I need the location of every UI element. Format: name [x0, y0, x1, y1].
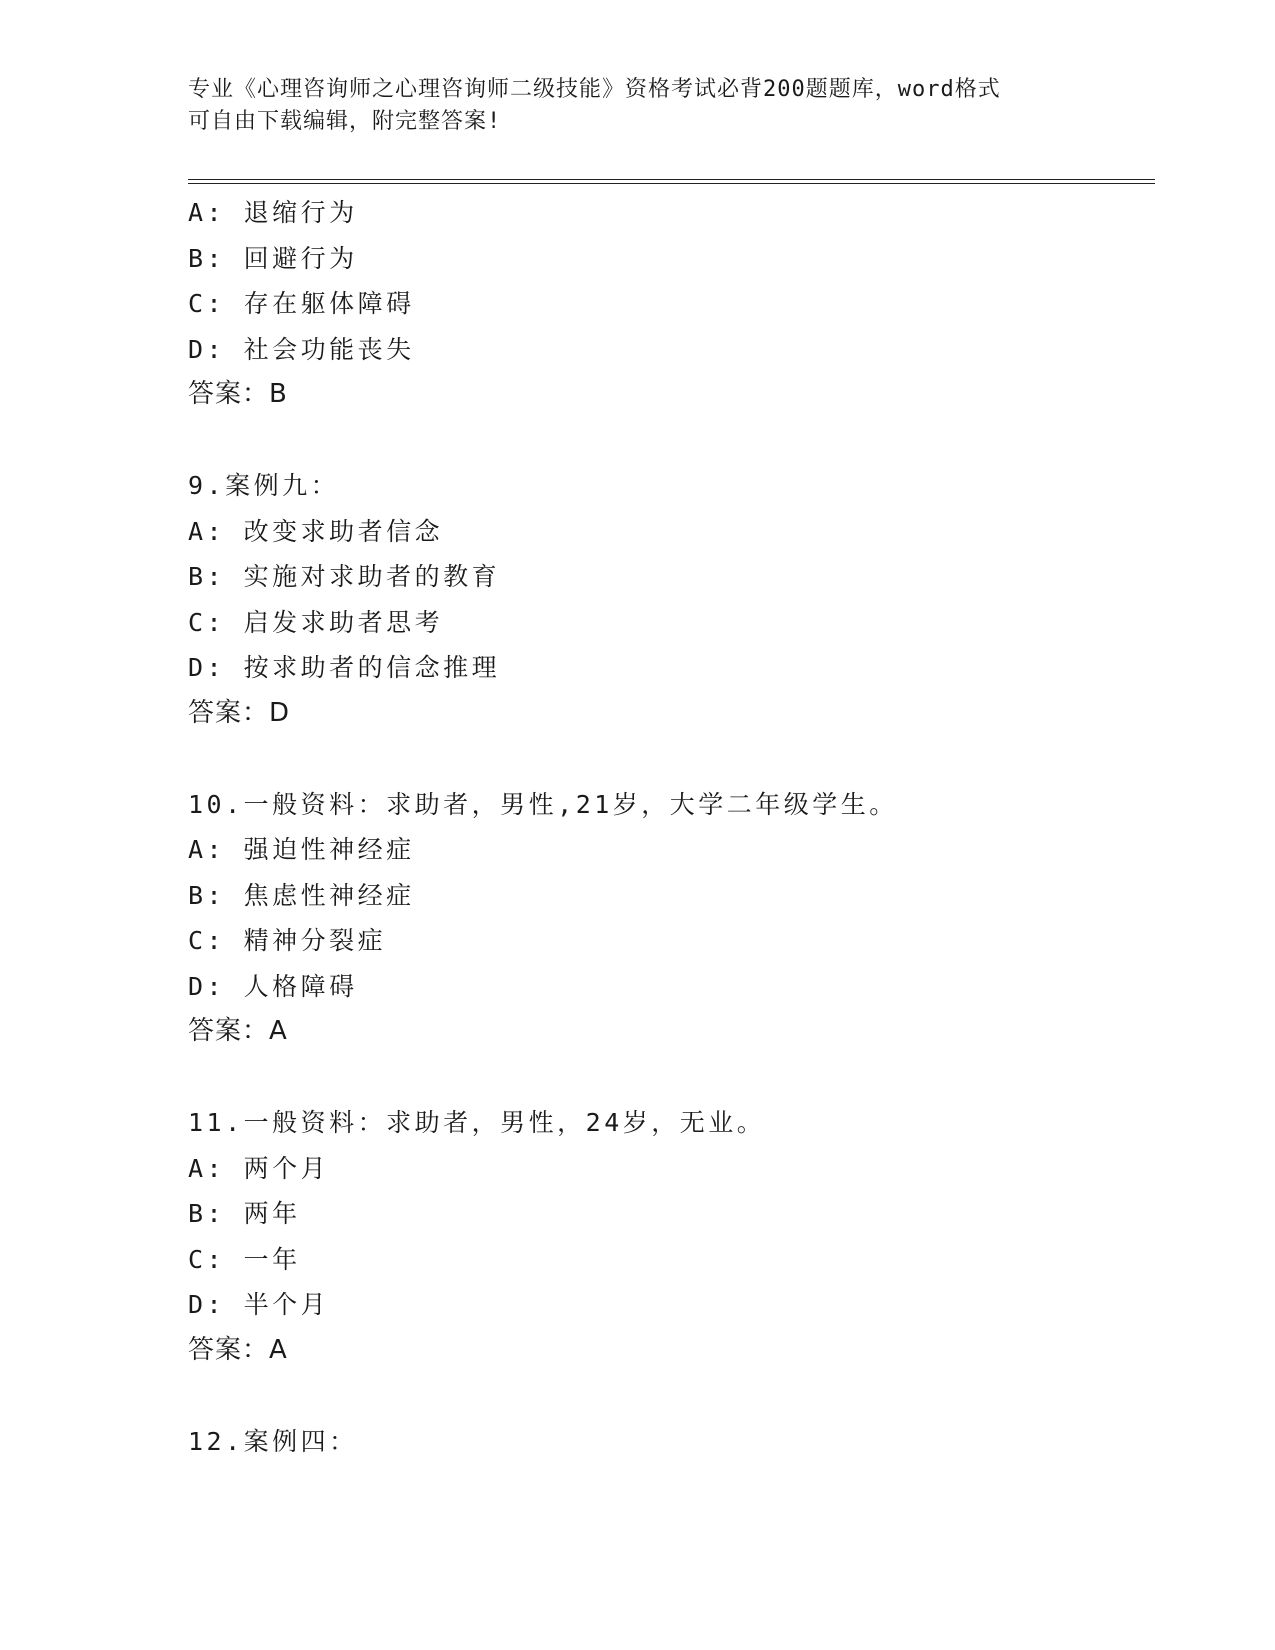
header-line-2: 可自由下载编辑，附完整答案! [188, 109, 502, 134]
answer: 答案：A [188, 1016, 288, 1046]
option-b: B: 实施对求助者的教育 [188, 562, 501, 591]
question-list [188, 190, 1148, 1464]
question-title: 11.一般资料：求助者，男性，24岁，无业。 [188, 1108, 766, 1137]
document-header [188, 74, 1088, 138]
spacer [188, 1373, 1148, 1419]
option-c: C: 启发求助者思考 [188, 607, 444, 637]
spacer [188, 736, 1148, 782]
question-8-block [188, 190, 1148, 418]
option-d: D: 人格障碍 [188, 971, 358, 1001]
option-c: C: 精神分裂症 [188, 926, 387, 955]
question-9-block [188, 463, 1148, 736]
answer: 答案：D [188, 697, 291, 728]
header-line-1: 专业《心理咨询师之心理咨询师二级技能》资格考试必背200题题库，word格式 [188, 77, 1001, 102]
option-d: D: 社会功能丧失 [188, 334, 415, 364]
option-b: B: 两年 [188, 1199, 301, 1228]
question-title: 9.案例九： [188, 471, 340, 500]
option-d: D: 按求助者的信念推理 [188, 653, 501, 682]
option-a: A: 两个月 [188, 1153, 330, 1183]
option-a: A: 改变求助者信念 [188, 516, 444, 546]
answer: 答案：A [188, 1334, 288, 1365]
answer: 答案：B [188, 379, 288, 409]
question-10-block [188, 782, 1148, 1055]
question-title: 12.案例四： [188, 1426, 358, 1456]
question-11-block [188, 1100, 1148, 1373]
header-divider [188, 179, 1155, 184]
question-12-block [188, 1419, 1148, 1465]
option-c: C: 存在躯体障碍 [188, 289, 415, 318]
question-title: 10.一般资料：求助者，男性,21岁，大学二年级学生。 [188, 789, 898, 819]
spacer [188, 418, 1148, 464]
option-a: A: 退缩行为 [188, 198, 358, 227]
option-b: B: 回避行为 [188, 243, 358, 273]
spacer [188, 1055, 1148, 1101]
option-a: A: 强迫性神经症 [188, 835, 415, 864]
option-d: D: 半个月 [188, 1290, 330, 1319]
option-c: C: 一年 [188, 1244, 301, 1274]
option-b: B: 焦虑性神经症 [188, 880, 415, 910]
